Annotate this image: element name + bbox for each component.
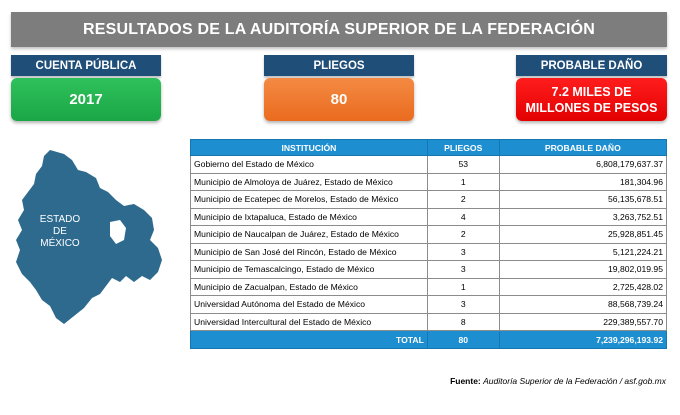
table-row — [191, 173, 667, 191]
cell-dano: 25,928,851.45 — [499, 226, 666, 244]
cell-pliegos: 1 — [427, 173, 499, 191]
table-row — [191, 296, 667, 314]
cell-institucion: Universidad Intercultural del Estado de México — [191, 313, 428, 331]
source-note — [450, 376, 666, 386]
cell-institucion: Municipio de Zacualpan, Estado de México — [191, 278, 428, 296]
table-total-row — [191, 331, 667, 349]
map-shape — [16, 150, 162, 324]
cell-pliegos: 4 — [427, 208, 499, 226]
total-label: TOTAL — [191, 331, 428, 349]
cell-dano: 56,135,678.51 — [499, 191, 666, 209]
cell-pliegos: 53 — [427, 156, 499, 174]
header-pliegos: PLIEGOS — [427, 140, 499, 156]
cell-pliegos: 8 — [427, 313, 499, 331]
estado-de-mexico-map — [12, 148, 164, 326]
cell-institucion: Municipio de Ecatepec de Morelos, Estado de México — [191, 191, 428, 209]
cell-dano: 3,263,752.51 — [499, 208, 666, 226]
header-probable-dano: PROBABLE DAÑO — [499, 140, 666, 156]
cell-pliegos: 2 — [427, 191, 499, 209]
table-header-row — [191, 140, 667, 156]
pliegos-label: PLIEGOS — [264, 55, 414, 76]
table-row — [191, 243, 667, 261]
cell-dano: 88,568,739.24 — [499, 296, 666, 314]
table-row — [191, 156, 667, 174]
table-row — [191, 208, 667, 226]
cell-dano: 229,389,557.70 — [499, 313, 666, 331]
pliegos-value: 80 — [264, 78, 414, 121]
total-pliegos: 80 — [427, 331, 499, 349]
page-title: RESULTADOS DE LA AUDITORÍA SUPERIOR DE LA FEDERACIÓN — [11, 12, 667, 47]
cuenta-publica-label: CUENTA PÚBLICA — [11, 55, 161, 76]
cell-pliegos: 3 — [427, 261, 499, 279]
cell-dano: 2,725,428.02 — [499, 278, 666, 296]
probable-dano-line1: 7.2 MILES DE — [551, 84, 632, 99]
table-row — [191, 313, 667, 331]
cell-pliegos: 3 — [427, 243, 499, 261]
probable-dano-value — [516, 78, 667, 121]
results-table — [190, 139, 667, 349]
total-dano: 7,239,296,193.92 — [499, 331, 666, 349]
cell-institucion: Gobierno del Estado de México — [191, 156, 428, 174]
header-institucion: INSTITUCIÓN — [191, 140, 428, 156]
cell-institucion: Municipio de Temascalcingo, Estado de México — [191, 261, 428, 279]
cell-pliegos: 1 — [427, 278, 499, 296]
cell-dano: 19,802,019.95 — [499, 261, 666, 279]
cuenta-publica-value: 2017 — [11, 78, 161, 121]
table-row — [191, 191, 667, 209]
table-row — [191, 226, 667, 244]
map-label-line2: DE — [53, 226, 67, 237]
cell-institucion: Municipio de Ixtapaluca, Estado de México — [191, 208, 428, 226]
cell-institucion: Municipio de San José del Rincón, Estado de México — [191, 243, 428, 261]
table-row — [191, 261, 667, 279]
cell-institucion: Municipio de Almoloya de Juárez, Estado de México — [191, 173, 428, 191]
probable-dano-line2: MILLONES DE PESOS — [525, 100, 658, 115]
cell-dano: 181,304.96 — [499, 173, 666, 191]
probable-dano-label: PROBABLE DAÑO — [516, 55, 667, 76]
cell-dano: 6,808,179,637.37 — [499, 156, 666, 174]
source-label: Fuente: — [450, 376, 481, 386]
source-text: Auditoría Superior de la Federación / asf.gob.mx — [483, 376, 666, 386]
cell-dano: 5,121,224.21 — [499, 243, 666, 261]
table-row — [191, 278, 667, 296]
map-label-line3: MÉXICO — [40, 238, 80, 249]
cell-institucion: Universidad Autónoma del Estado de México — [191, 296, 428, 314]
cell-pliegos: 3 — [427, 296, 499, 314]
cell-pliegos: 2 — [427, 226, 499, 244]
map-label-line1: ESTADO — [39, 214, 81, 225]
cell-institucion: Municipio de Naucalpan de Juárez, Estado de México — [191, 226, 428, 244]
